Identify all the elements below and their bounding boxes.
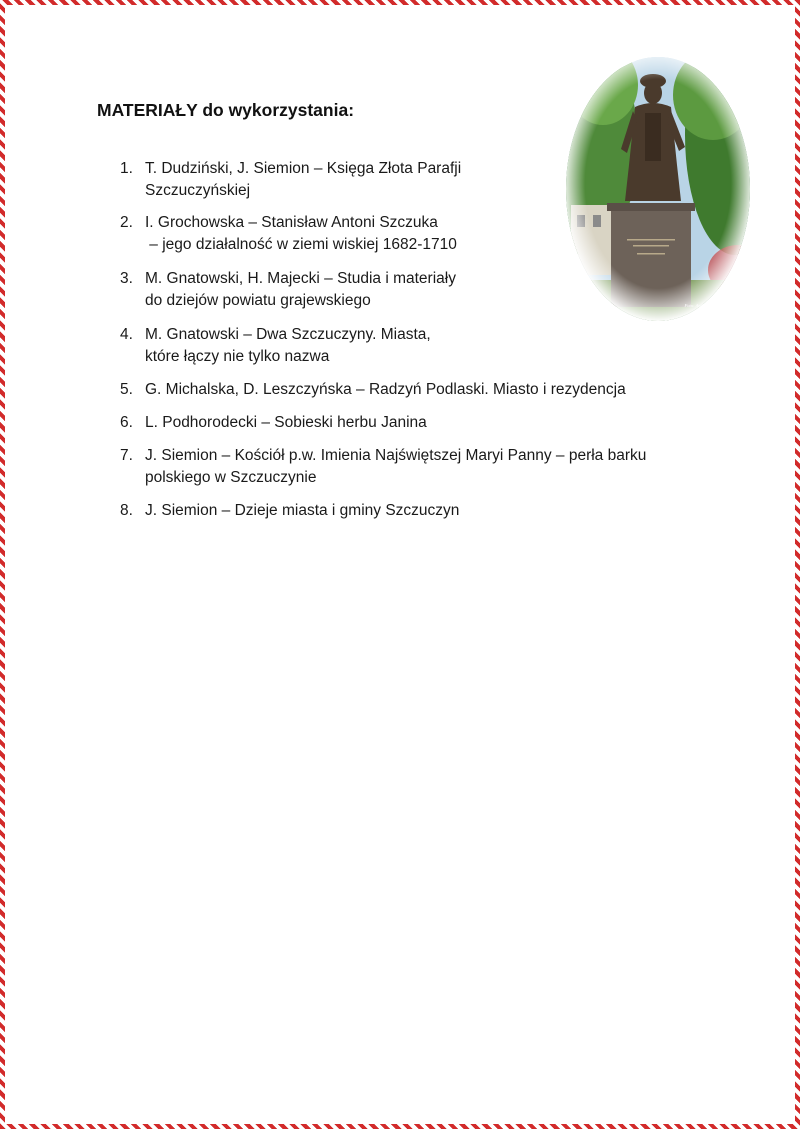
item-text: M. Gnatowski, H. Majecki – Studia i materiały — [145, 270, 456, 287]
item-number: 3. — [120, 270, 133, 287]
item-text: – jego działalność w ziemi wiskiej 1682-1710 — [145, 236, 457, 253]
item-text: M. Gnatowski – Dwa Szczuczyny. Miasta, — [145, 326, 431, 343]
item-number: 1. — [120, 160, 133, 177]
item-text: J. Siemion – Kościół p.w. Imienia Najświętszej Maryi Panny – perła barku — [145, 447, 647, 464]
item-text: do dziejów powiatu grajewskiego — [145, 292, 371, 309]
item-text: J. Siemion – Dzieje miasta i gminy Szczuczyn — [145, 502, 460, 519]
item-number: 8. — [120, 502, 133, 519]
item-text: I. Grochowska – Stanisław Antoni Szczuka — [145, 214, 438, 231]
item-text: polskiego w Szczuczynie — [145, 469, 317, 486]
item-text: L. Podhorodecki – Sobieski herbu Janina — [145, 414, 427, 431]
item-number: 6. — [120, 414, 133, 431]
statue-photo — [563, 55, 753, 323]
page-heading: MATERIAŁY do wykorzystania: — [97, 100, 355, 120]
item-number: 5. — [120, 381, 133, 398]
item-text: które łączy nie tylko nazwa — [145, 348, 330, 365]
list-item — [120, 445, 720, 489]
item-text: T. Dudziński, J. Siemion – Księga Złota Parafji — [145, 160, 462, 177]
item-text: Szczuczyńskiej — [145, 182, 251, 199]
list-item — [120, 379, 720, 401]
item-number: 7. — [120, 447, 133, 464]
list-item — [120, 324, 720, 368]
photo-caption: Foto: Andrzej Szulecki — [684, 303, 726, 308]
item-text: G. Michalska, D. Leszczyńska – Radzyń Podlaski. Miasto i rezydencja — [145, 381, 626, 398]
list-item — [120, 412, 720, 434]
item-number: 4. — [120, 326, 133, 343]
list-item — [120, 500, 720, 522]
item-number: 2. — [120, 214, 133, 231]
